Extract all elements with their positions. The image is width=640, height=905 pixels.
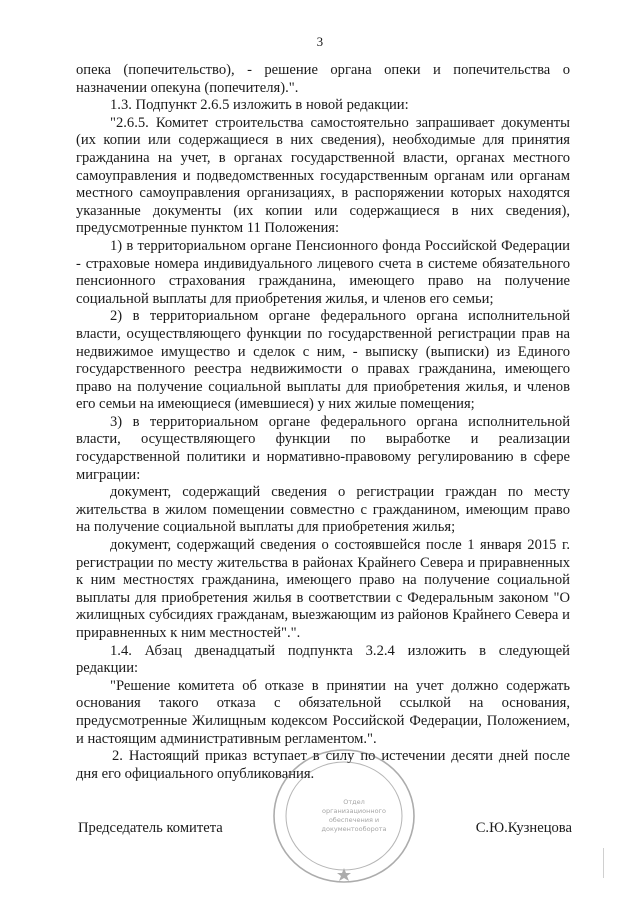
- signatory-name: С.Ю.Кузнецова: [475, 820, 572, 836]
- list-item-1: 1) в территориальном органе Пенсионного фонда Российской Федерации - страховые номера индивидуального лицевого счета в системе обязательного пенсионного страхования гражданина, имеющего право на получение социальной выплаты для приобретения жилья, и членов его семьи;: [76, 237, 570, 307]
- stamp-line: организационного: [322, 807, 386, 815]
- page-number: 3: [316, 34, 324, 49]
- paragraph-decision-quote: "Решение комитета об отказе в принятии на учет должно содержать основания такого отказа с обязательной ссылкой на основания, предусмотренные Жилищным кодексом Российской Федерации, Положением, и настоящим административным регламентом.".: [76, 677, 570, 747]
- list-item-3: 3) в территориальном органе федерального органа исполнительной власти, осуществляющего функции по выработке и реализации государственной политики и нормативно-правовому регулированию в сфере миграции:: [76, 413, 570, 483]
- list-item-2: 2) в территориальном органе федерального органа исполнительной власти, осуществляющего функции по государственной регистрации прав на недвижимое имущество и сделок с ним, - выписку (выписки) из Единого государственного реестра недвижимости о правах гражданина, имеющего право на получение социальной выплаты для приобретения жилья, и членов его семьи на имеющиеся (имевшиеся) у них жилые помещения;: [76, 308, 570, 413]
- paragraph-2-6-5: "2.6.5. Комитет строительства самостоятельно запрашивает документы (их копии или содержащиеся в них сведения), необходимые для принятия гражданина на учет, в органах государственной власти, органах местного самоуправления и подведомственных государственным органам или органам местного самоуправления организациях, в распоряжении которых находятся указанные документы (их копии или содержащиеся в них сведения), предусмотренные пунктом 11 Положения:: [76, 114, 570, 237]
- paragraph-1-3: 1.3. Подпункт 2.6.5 изложить в новой редакции:: [110, 97, 409, 114]
- paragraph-1-4: 1.4. Абзац двенадцатый подпункта 3.2.4 изложить в следующей редакции:: [76, 642, 570, 677]
- signature-block: [78, 820, 572, 837]
- paragraph-document-registration: документ, содержащий сведения о регистрации граждан по месту жительства в жилом помещении совместно с гражданином, имеющим право на получение социальной выплаты для приобретения жилья;: [76, 484, 570, 536]
- signatory-title: Председатель комитета: [78, 820, 223, 836]
- stamp-line: Отдел: [343, 798, 365, 806]
- stamp-line: документооборота: [321, 825, 387, 833]
- stamp-line: обеспечения и: [328, 816, 380, 824]
- paragraph-document-north: документ, содержащий сведения о состоявшейся после 1 января 2015 г. регистрации по месту жительства в районах Крайнего Севера и приравненных к ним местностях гражданина, имеющего право на получение социальной выплаты для приобретения жилья в соответствии с Федеральным законом "О жилищных субсидиях гражданам, выезжающим из районов Крайнего Севера и приравненных к ним местностей".".: [76, 537, 570, 641]
- office-stamp: [270, 746, 418, 886]
- document-body: [76, 62, 570, 783]
- paragraph-opeka: опека (попечительство), - решение органа опеки и попечительства о назначении опекуна (попечителя).".: [76, 62, 570, 96]
- paragraph-2-effective: 2. Настоящий приказ вступает в силу по истечении десяти дней после дня его официального опубликования.: [76, 748, 570, 782]
- scan-edge-mark: [603, 848, 604, 878]
